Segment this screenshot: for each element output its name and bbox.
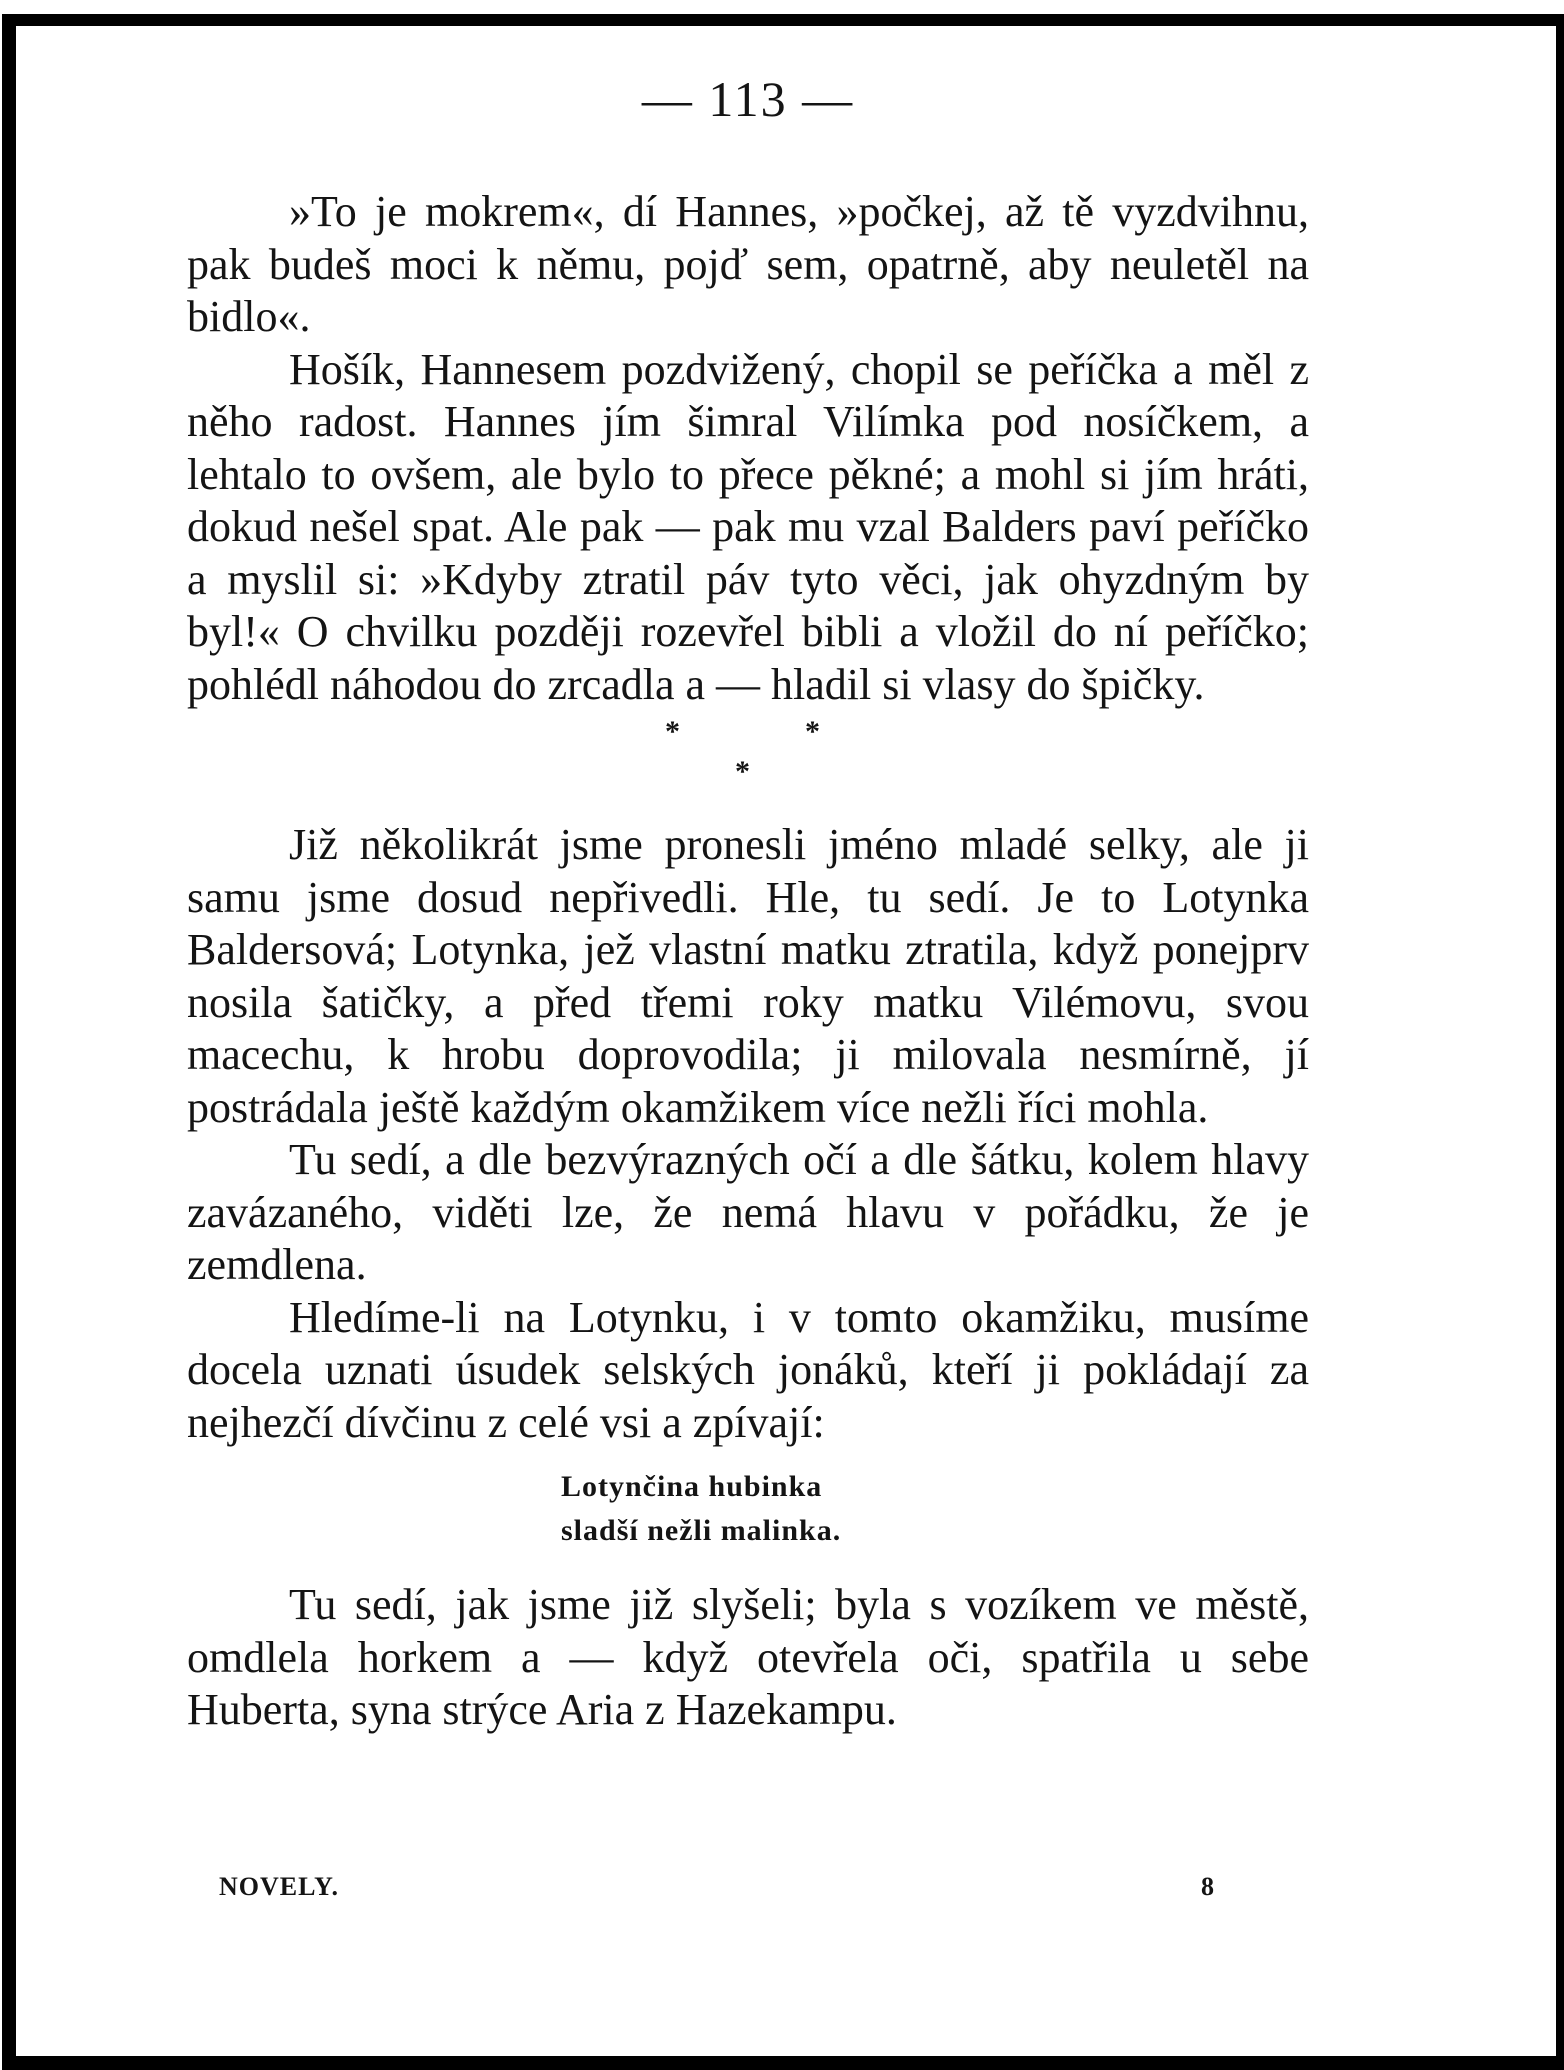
signature-number: 8	[1201, 1872, 1215, 1901]
separator-star: *	[665, 715, 680, 748]
verse-line-1: Lotynčina hubinka	[561, 1470, 823, 1503]
separator-star: *	[735, 755, 750, 788]
paragraph-4: Tu sedí, a dle bezvýrazných očí a dle šátku, kolem hlavy zavázaného, viděti lze, že nemá hlavu v pořádku, že je zemdlena.	[187, 1135, 1309, 1289]
song-verse	[187, 1465, 1309, 1553]
paragraph-1: »To je mokrem«, dí Hannes, »počkej, až tě vyzdvihnu, pak budeš moci k němu, pojď sem, opatrně, aby neuletěl na bidlo«.	[187, 187, 1309, 341]
paragraph-2: Hošík, Hannesem pozdvižený, chopil se peříčka a měl z něho radost. Hannes jím šimral Vilímka pod nosíčkem, a lehtalo to ovšem, ale bylo to přece pěkné; a mohl si jím hráti, dokud nešel spat. Ale pak — pak mu vzal Balders paví peříčko a myslil si: »Kdyby ztratil páv tyto věci, jak ohyzdným by byl!« O chvilku později rozevřel bibli a vložil do ní peříčko; pohlédl náhodou do zrcadla a — hladil si vlasy do špičky.	[187, 344, 1309, 709]
page-number: — 113 —	[641, 71, 855, 127]
paragraph-5: Hledíme-li na Lotynku, i v tomto okamžiku, musíme docela uznati úsudek selských jonáků, kteří ji pokládají za nejhezčí dívčinu z celé vsi a zpívají:	[187, 1292, 1309, 1447]
section-separator	[187, 711, 1309, 819]
separator-star: *	[805, 715, 820, 748]
signature-title: NOVELY.	[219, 1872, 339, 1901]
paragraph-3: Již několikrát jsme pronesli jméno mladé selky, ale ji samu jsme dosud nepřivedli. Hle, tu sedí. Je to Lotynka Baldersová; Lotynka, jež vlastní matku ztratila, když ponejprv nosila šatičky, a před třemi roky matku Vilémovu, svou macechu, k hrobu doprovodila; ji milovala nesmírně, jí postrádala ještě každým okamžikem více nežli říci mohla.	[187, 820, 1309, 1132]
paragraph-6: Tu sedí, jak jsme již slyšeli; byla s vozíkem ve městě, omdlela horkem a — když otevřela oči, spatřila u sebe Huberta, syna strýce Aria z Hazekampu.	[187, 1580, 1309, 1734]
page-body	[187, 186, 1309, 1737]
verse-line-2: sladší nežli malinka.	[561, 1514, 842, 1547]
